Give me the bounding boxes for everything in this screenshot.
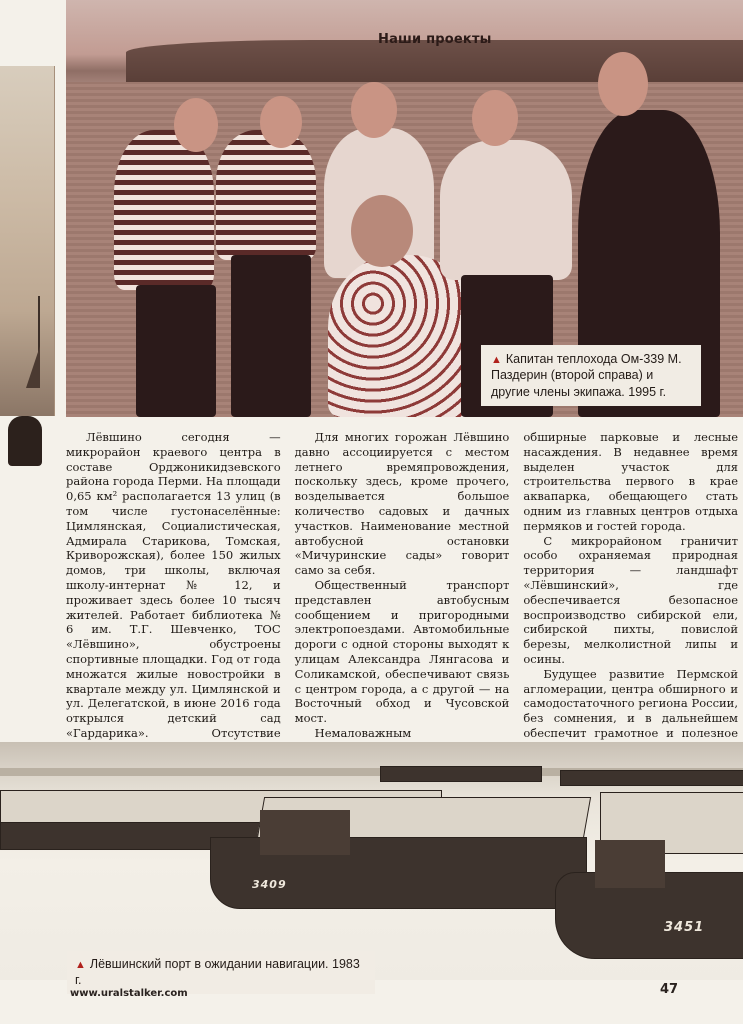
far-barge-row (560, 770, 743, 786)
captain-head (598, 52, 648, 116)
article-body (66, 430, 738, 740)
crew-member-4 (440, 140, 572, 280)
barge-3409-cabin (260, 810, 350, 855)
section-title: Наши проекты (378, 32, 492, 47)
hull-number-3451: 3451 (664, 920, 705, 935)
red-triangle-icon: ▲ (491, 354, 502, 366)
paragraph: Немаловажным (314, 725, 412, 740)
far-barge-row (380, 766, 542, 782)
caption-crew-photo (481, 345, 701, 406)
woman-head (351, 195, 413, 267)
paragraph: Лёвшино сегодня — микрорайон краевого центра в составе Орджоникидзевского района города Перми. На площади 0,65 км² располагается 13 улиц (в том числе густонаселённые: Цимлянская, Социалистическая, Адмирала Старикова, Томская, Криворожская), более 150 жилых домов, три школы, включая школу-интернат № 12, и проживает здесь более 10 тысяч жителей. Работает библиотека № 6 им. Т.Г. Шевченко, ТОС «Лёвшино», обустроены спортивные площадки. Год от года множатся жилые новостройки в квартале между ул. Цимлянской и ул. Делегатской, в июне 2016 года открылся детский сад «Гардарика». Отсутствие (66, 430, 281, 740)
paragraph: обширные парковые и лесные насаждения. В недавнее время выделен участок для строительства первого в крае аквапарка, обещающего стать одним из главных центров отдыха пермяков и гостей города. (523, 430, 739, 533)
footer-website-link[interactable]: www.uralstalker.com (70, 988, 188, 999)
caption-port-text: Лёвшинский порт в ожидании навигации. 1983 г. (75, 957, 360, 988)
barge-3451-cabin (595, 840, 665, 888)
paragraph: С микрорайоном граничит особо охраняемая природная территория — ландшафт «Лёвшинский», где обеспечивается безопасное воспроизводство сибирской ели, сибирской пихты, повислой березы, мелколистной липы и осины. (523, 533, 739, 666)
port-photo (0, 742, 743, 980)
crew-member-2 (216, 130, 316, 260)
article-column-2 (295, 430, 510, 740)
article-column-1 (66, 430, 281, 740)
paragraph-text: Будущее развитие Пермской агломерации, центра обширного и самодостаточного региона России, без сомнения, и в дальнейшем обеспечит грамотное и полезное (523, 666, 739, 740)
hull-number-3409: 3409 (252, 878, 287, 891)
caption-crew-text: Капитан теплохода Ом-339 М. Паздерин (второй справа) и другие члены экипажа. 1995 г. (491, 352, 682, 399)
crew-member-2-legs (231, 255, 311, 417)
crew-member-1-legs (136, 285, 216, 417)
crew-member-2-head (260, 96, 302, 148)
article-column-3 (523, 430, 738, 740)
crew-member-1 (114, 130, 214, 290)
crew-member-4-head (472, 90, 518, 146)
sailboat-sail (26, 346, 40, 388)
red-triangle-icon: ▲ (75, 959, 86, 971)
crew-member-3-head (351, 82, 397, 138)
fisherman-figure (8, 416, 42, 466)
left-photo-strip (0, 66, 55, 416)
page-number: 47 (660, 982, 679, 997)
crew-member-1-head (174, 98, 218, 152)
paragraph: Общественный транспорт представлен автобусным сообщением и пригородными электропоездами. Автомобильные дороги с одной стороны выходят к улицам Александра Лянгасова и Соликамской, обеспечивают связь с центром города, а с другой — на Восточный обход и Чусовской мост. (294, 577, 510, 726)
paragraph: Для многих горожан Лёвшино давно ассоциируется с местом летнего времяпровождения, поскольку здесь, кроме прочего, возделывается большое количество садовых и дачных участков. Наименование местной автобусной остановки «Мичуринские сады» говорит само за себя. (294, 430, 510, 578)
